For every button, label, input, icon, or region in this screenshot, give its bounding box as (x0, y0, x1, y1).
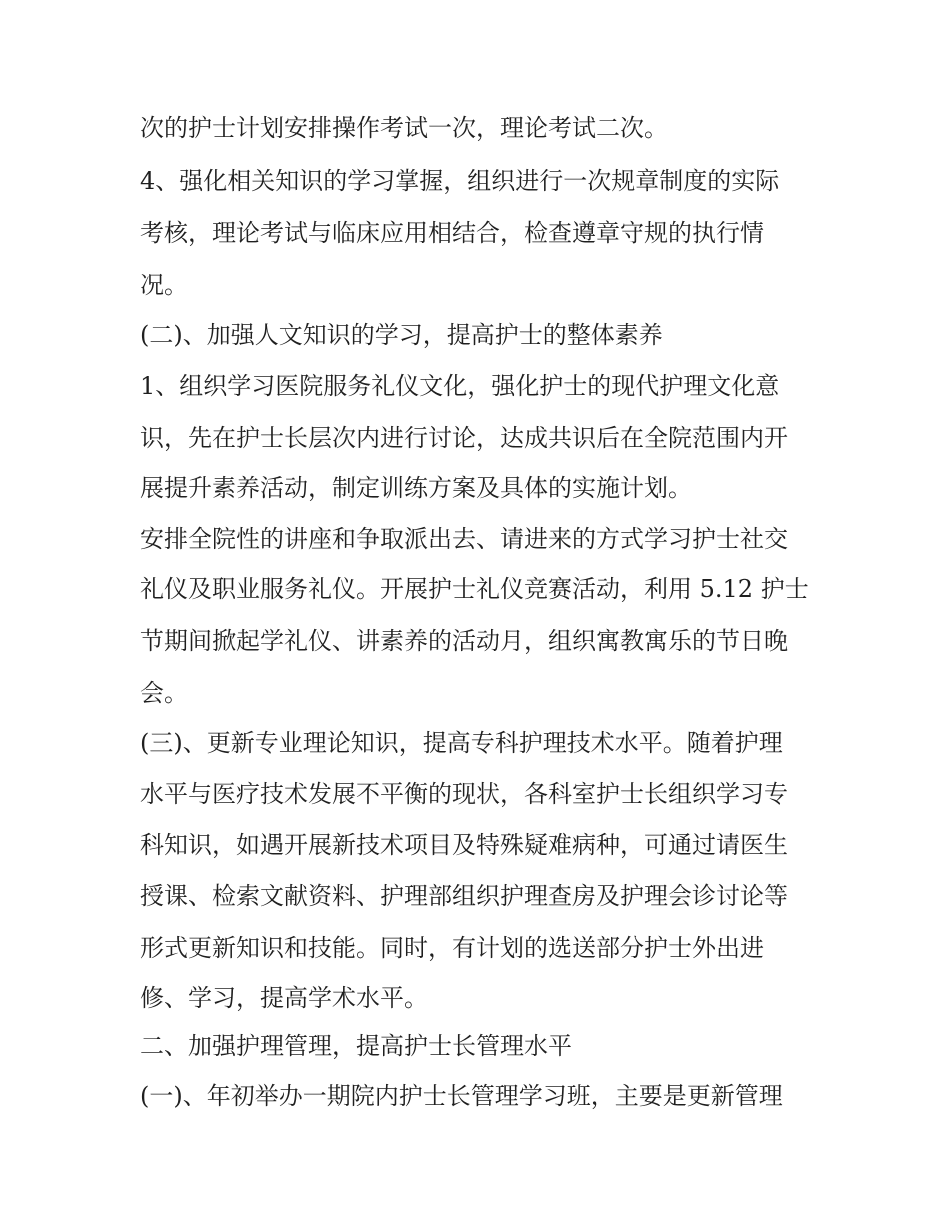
text-line: 考核，理论考试与临床应用相结合，检查遵章守规的执行情 (140, 219, 764, 247)
text-line: 授课、检索文献资料、护理部组织护理查房及护理会诊讨论等 (140, 882, 788, 910)
text-line: 节期间掀起学礼仪、讲素养的活动月，组织寓教寓乐的节日晚 (140, 627, 788, 655)
text-line: 展提升素养活动，制定训练方案及具体的实施计划。 (140, 474, 692, 502)
text-line: 科知识，如遇开展新技术项目及特殊疑难病种，可通过请医生 (140, 831, 788, 859)
text-line: 识，先在护士长层次内进行讨论，达成共识后在全院范围内开 (140, 424, 788, 452)
text-line: 况。 (140, 271, 188, 299)
section-heading: (一)、年初举办一期院内护士长管理学习班，主要是更新管理 (140, 1082, 783, 1110)
text-line: 安排全院性的讲座和争取派出去、请进来的方式学习护士社交 (140, 525, 788, 553)
text-line: 1、组织学习医院服务礼仪文化，强化护士的现代护理文化意 (140, 372, 780, 400)
text-line: 次的护士计划安排操作考试一次，理论考试二次。 (140, 114, 668, 142)
section-heading: (三)、更新专业理论知识，提高专科护理技术水平。随着护理 (140, 729, 783, 757)
text-line: 会。 (140, 679, 188, 707)
text-line: 形式更新知识和技能。同时，有计划的选送部分护士外出进 (140, 934, 764, 962)
text-line: 礼仪及职业服务礼仪。开展护士礼仪竞赛活动，利用 5.12 护士 (140, 575, 809, 603)
section-heading: 二、加强护理管理，提高护士长管理水平 (140, 1032, 572, 1060)
text-line: 修、学习，提高学术水平。 (140, 984, 428, 1012)
text-line: 水平与医疗技术发展不平衡的现状，各科室护士长组织学习专 (140, 780, 788, 808)
section-heading: (二)、加强人文知识的学习，提高护士的整体素养 (140, 321, 663, 349)
text-line: 4、强化相关知识的学习掌握，组织进行一次规章制度的实际 (140, 167, 780, 195)
